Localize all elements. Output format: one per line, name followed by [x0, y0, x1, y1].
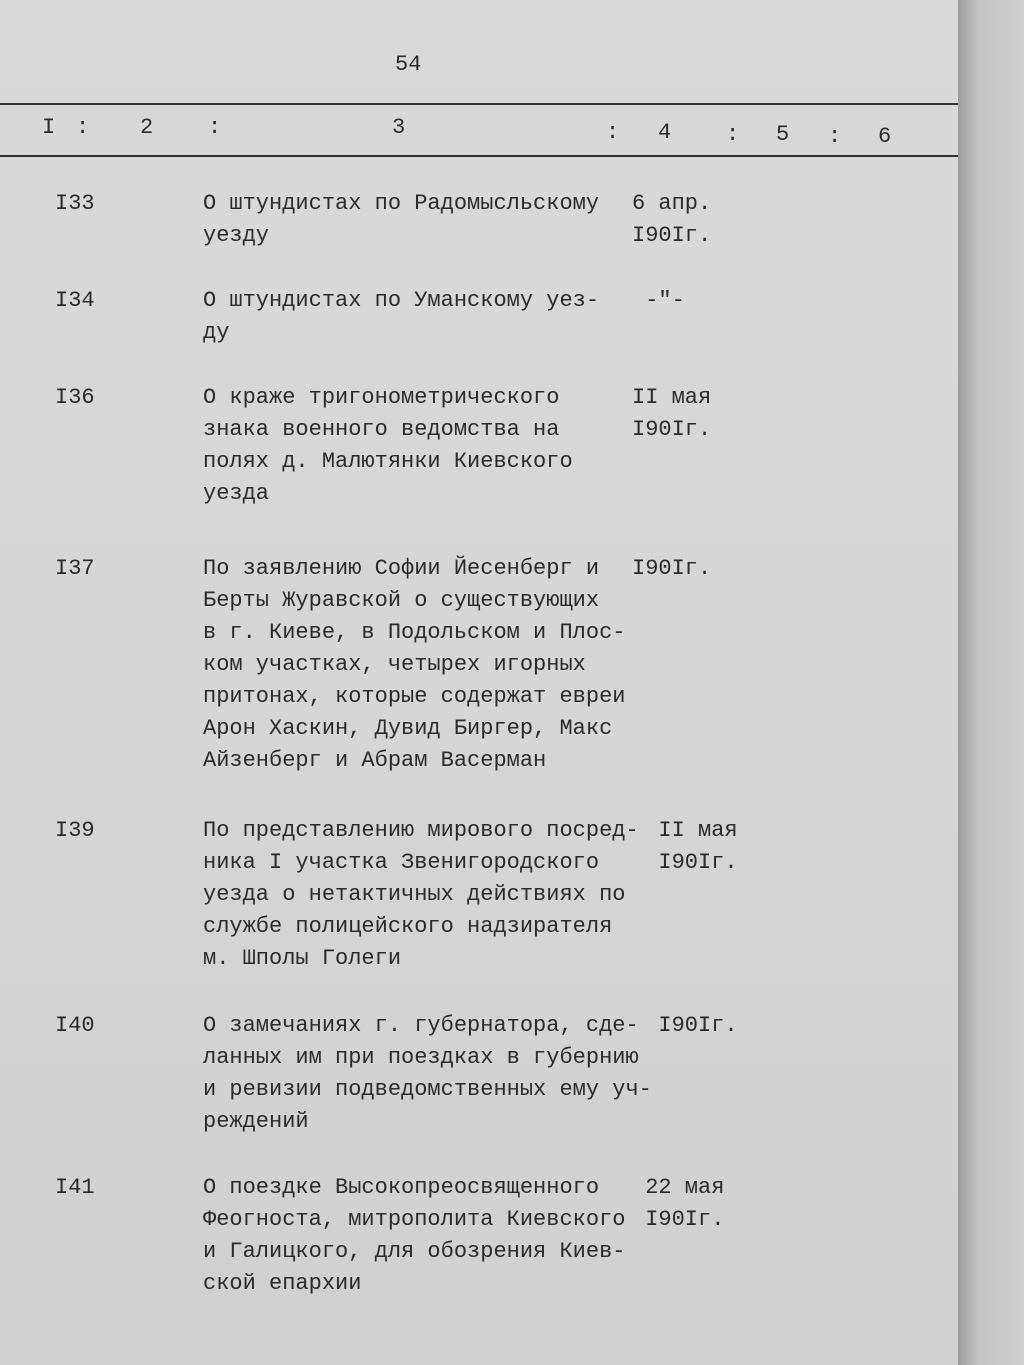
date-line: -"-: [632, 288, 685, 313]
description-line: знака военного ведомства на: [203, 417, 560, 442]
description-line: уезда: [203, 481, 270, 506]
entry-date: [632, 553, 711, 585]
description-line: Феогноста, митрополита Киевского: [203, 1207, 626, 1232]
entry-date: [632, 815, 738, 879]
description-line: О штундистах по Уманскому уез-: [203, 288, 600, 313]
entry-description: [203, 1010, 652, 1138]
date-line: II мая: [632, 818, 738, 843]
header-sep: :: [76, 115, 90, 140]
entry-number: I41: [55, 1175, 95, 1200]
entry-number: I40: [55, 1013, 95, 1038]
header-col-2: 2: [140, 115, 154, 140]
description-line: О краже тригонометрического: [203, 385, 560, 410]
header-sep: :: [828, 124, 842, 149]
header-col-3: 3: [392, 115, 406, 140]
date-line: I90Iг.: [632, 556, 712, 581]
entry-date: [632, 1010, 738, 1042]
description-line: и Галицкого, для обозрения Киев-: [203, 1239, 626, 1264]
page-number: 54: [395, 52, 422, 77]
header-sep: :: [208, 115, 222, 140]
description-line: реждений: [203, 1109, 309, 1134]
description-line: Арон Хаскин, Дувид Биргер, Макс: [203, 716, 613, 741]
description-line: ком участках, четырех игорных: [203, 652, 586, 677]
header-rule-top: [0, 103, 958, 105]
description-line: ду: [203, 320, 230, 345]
description-line: Берты Журавской о существующих: [203, 588, 600, 613]
description-line: м. Шполы Голеги: [203, 946, 402, 971]
entry-number: I39: [55, 818, 95, 843]
background-edge: [958, 0, 1024, 1365]
entry-date: [632, 285, 685, 317]
description-line: ника I участка Звенигородского: [203, 850, 600, 875]
description-line: ской епархии: [203, 1271, 362, 1296]
description-line: По заявлению Софии Йесенберг и: [203, 556, 600, 581]
description-line: По представлению мирового посред-: [203, 818, 639, 843]
entry-date: [632, 382, 711, 446]
date-line: I90Iг.: [632, 223, 712, 248]
header-col-5: 5: [776, 122, 790, 147]
entry-number: I33: [55, 191, 95, 216]
entry-number: I34: [55, 288, 95, 313]
date-line: I90Iг.: [632, 1207, 725, 1232]
entry-description: [203, 285, 599, 349]
description-line: уезду: [203, 223, 270, 248]
entry-number: I36: [55, 385, 95, 410]
header-rule-bottom: [0, 155, 958, 157]
description-line: ланных им при поездках в губернию: [203, 1045, 639, 1070]
date-line: I90Iг.: [632, 417, 712, 442]
description-line: уезда о нетактичных действиях по: [203, 882, 626, 907]
description-line: притонах, которые содержат евреи: [203, 684, 626, 709]
date-line: 6 апр.: [632, 191, 712, 216]
date-line: II мая: [632, 385, 712, 410]
date-line: I90Iг.: [632, 850, 738, 875]
header-col-6: 6: [878, 124, 892, 149]
entry-description: [203, 553, 625, 777]
date-line: I90Iг.: [632, 1013, 738, 1038]
header-sep: :: [726, 122, 740, 147]
date-line: 22 мая: [632, 1175, 725, 1200]
description-line: Айзенберг и Абрам Васерман: [203, 748, 547, 773]
description-line: О поездке Высокопреосвященного: [203, 1175, 600, 1200]
entry-description: [203, 382, 573, 510]
entry-description: [203, 1172, 625, 1300]
description-line: и ревизии подведомственных ему уч-: [203, 1077, 652, 1102]
header-sep: :: [606, 120, 620, 145]
entry-date: [632, 188, 711, 252]
description-line: службе полицейского надзирателя: [203, 914, 613, 939]
header-col-4: 4: [658, 120, 672, 145]
description-line: полях д. Малютянки Киевского: [203, 449, 573, 474]
entry-number: I37: [55, 556, 95, 581]
description-line: в г. Киеве, в Подольском и Плос-: [203, 620, 626, 645]
description-line: О замечаниях г. губернатора, сде-: [203, 1013, 639, 1038]
description-line: О штундистах по Радомысльскому: [203, 191, 600, 216]
entry-date: [632, 1172, 724, 1236]
entry-description: [203, 188, 599, 252]
header-col-1: I: [42, 115, 56, 140]
entry-description: [203, 815, 639, 975]
